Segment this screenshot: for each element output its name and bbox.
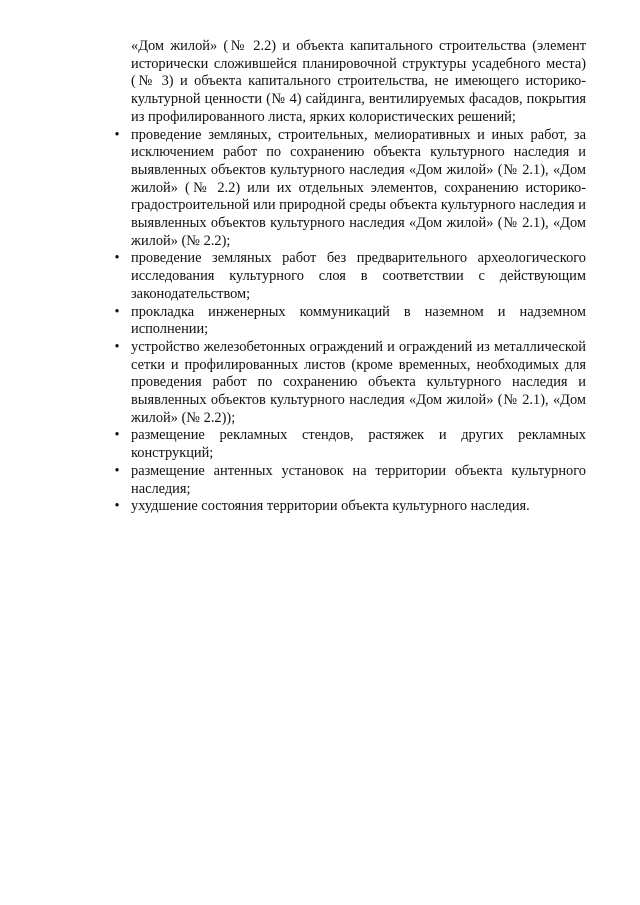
- list-item-text: проведение земляных, строительных, мелиоративных и иных работ, за исключением работ по сохранению объекта культурного наследия и выявленных объектов культурного наследия «Дом жилой» (№ 2.1), «Дом жилой» (№ 2.2) или их отдельных элементов, сохранению историко-градостроительной или природной среды объекта культурного наследия и выявленных объектов культурного наследия «Дом жилой» (№ 2.1), «Дом жилой» (№ 2.2);: [131, 126, 586, 249]
- bullet-icon: •: [114, 462, 120, 479]
- bullet-icon: •: [114, 250, 120, 267]
- list-item-text: прокладка инженерных коммуникаций в наземном и надземном исполнении;: [131, 303, 586, 338]
- list-item-text: размещение антенных установок на территории объекта культурного наследия;: [131, 462, 586, 497]
- continuation-paragraph: «Дом жилой» (№ 2.2) и объекта капитального строительства (элемент исторически сложившейся планировочной структуры усадебного места) (№ 3) и объекта капитального строительства, не имеющего историко-культурной ценности (№ 4) сайдинга, вентилируемых фасадов, покрытия из профилированного листа, ярких колористических решений;: [131, 38, 586, 125]
- bullet-icon: •: [114, 498, 120, 515]
- list-item: [114, 427, 586, 462]
- list-item: [114, 498, 586, 516]
- list-item-text: размещение рекламных стендов, растяжек и других рекламных конструкций;: [131, 427, 586, 462]
- list-item-text: устройство железобетонных ограждений и ограждений из металлической сетки и профилированных листов (кроме временных, необходимых для проведения работ по сохранению объекта культурного наследия и выявленных объектов культурного наследия «Дом жилой» (№ 2.1), «Дом жилой» (№ 2.2));: [131, 338, 586, 426]
- prohibition-list: [114, 126, 586, 516]
- bullet-icon: •: [114, 126, 120, 143]
- list-item: [114, 126, 586, 251]
- list-item: [114, 338, 586, 428]
- bullet-icon: •: [114, 338, 120, 355]
- list-item: [114, 462, 586, 498]
- bullet-icon: •: [114, 303, 120, 320]
- list-item-text: ухудшение состояния территории объекта культурного наследия.: [131, 498, 530, 515]
- list-item: [114, 250, 586, 303]
- list-item-text: проведение земляных работ без предварительного археологического исследования культурного слоя в соответствии с действующим законодательством;: [131, 250, 586, 302]
- bullet-icon: •: [114, 427, 120, 444]
- list-item: [114, 303, 586, 339]
- document-body: [114, 38, 586, 516]
